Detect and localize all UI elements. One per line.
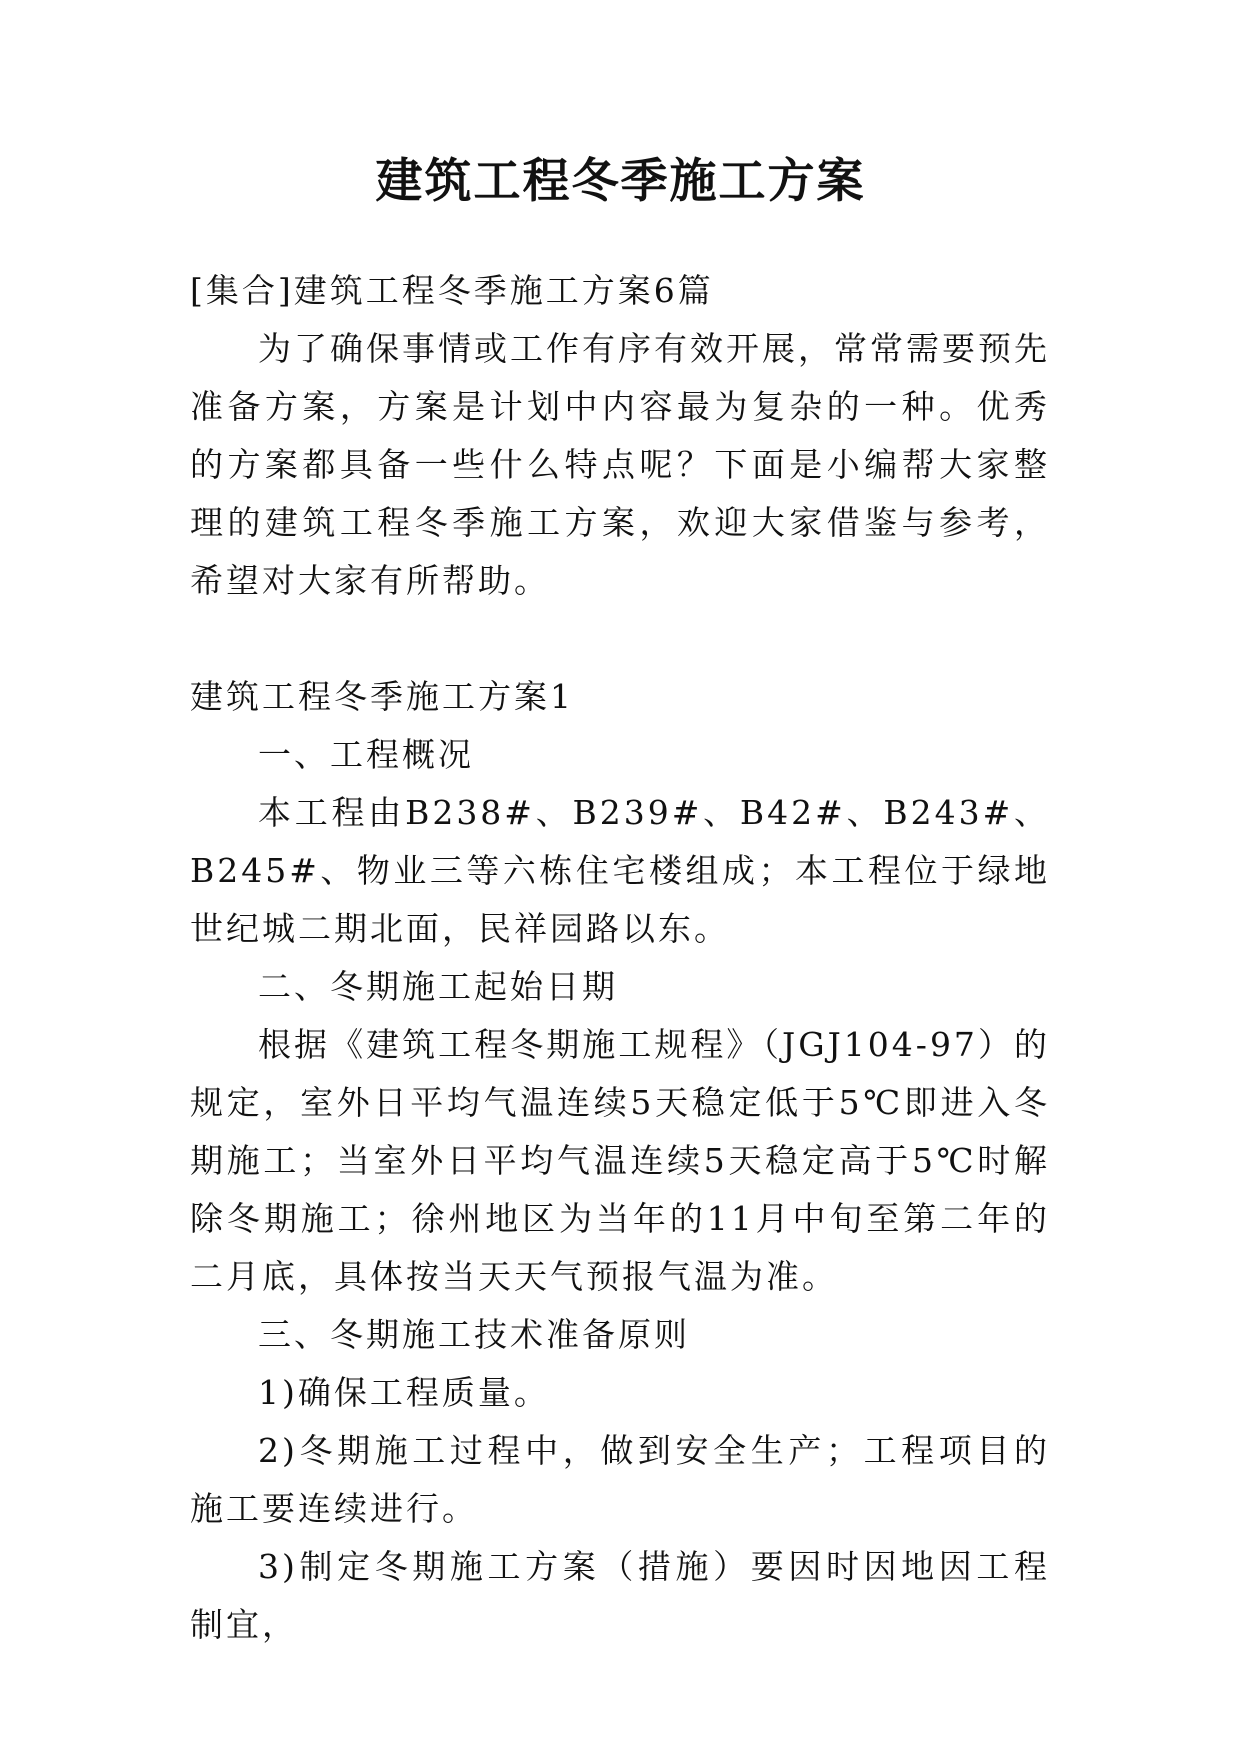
part1-heading: 一、工程概况 xyxy=(258,735,474,774)
intro-paragraph: 为了确保事情或工作有序有效开展，常常需要预先准备方案，方案是计划中内容最为复杂的一种。优秀的方案都具备一些什么特点呢？下面是小编帮大家整理的建筑工程冬季施工方案，欢迎大家借鉴与参考，希望对大家有所帮助。 xyxy=(190,329,1050,600)
list-item-3: 3)制定冬期施工方案（措施）要因时因地因工程制宜， xyxy=(190,1547,1050,1644)
collection-heading: [集合]建筑工程冬季施工方案6篇 xyxy=(190,271,714,310)
section1-heading: 建筑工程冬季施工方案1 xyxy=(190,677,574,716)
part1-paragraph: 本工程由B238#、B239#、B42#、B243#、B245#、物业三等六栋住宅楼组成；本工程位于绿地世纪城二期北面，民祥园路以东。 xyxy=(190,793,1050,948)
part3-heading: 三、冬期施工技术准备原则 xyxy=(258,1315,690,1354)
part2-heading: 二、冬期施工起始日期 xyxy=(258,967,618,1006)
spacer xyxy=(190,610,1050,668)
list-item-1: 1)确保工程质量。 xyxy=(258,1373,550,1412)
list-item-2: 2)冬期施工过程中，做到安全生产；工程项目的施工要连续进行。 xyxy=(190,1431,1050,1528)
document-title: 建筑工程冬季施工方案 xyxy=(375,154,866,209)
part2-paragraph: 根据《建筑工程冬期施工规程》（JGJ104-97）的规定，室外日平均气温连续5天稳定低于5℃即进入冬期施工；当室外日平均气温连续5天稳定高于5℃时解除冬期施工；徐州地区为当年的11月中旬至第二年的二月底，具体按当天天气预报气温为准。 xyxy=(190,1025,1050,1296)
document-body xyxy=(190,262,1050,1654)
